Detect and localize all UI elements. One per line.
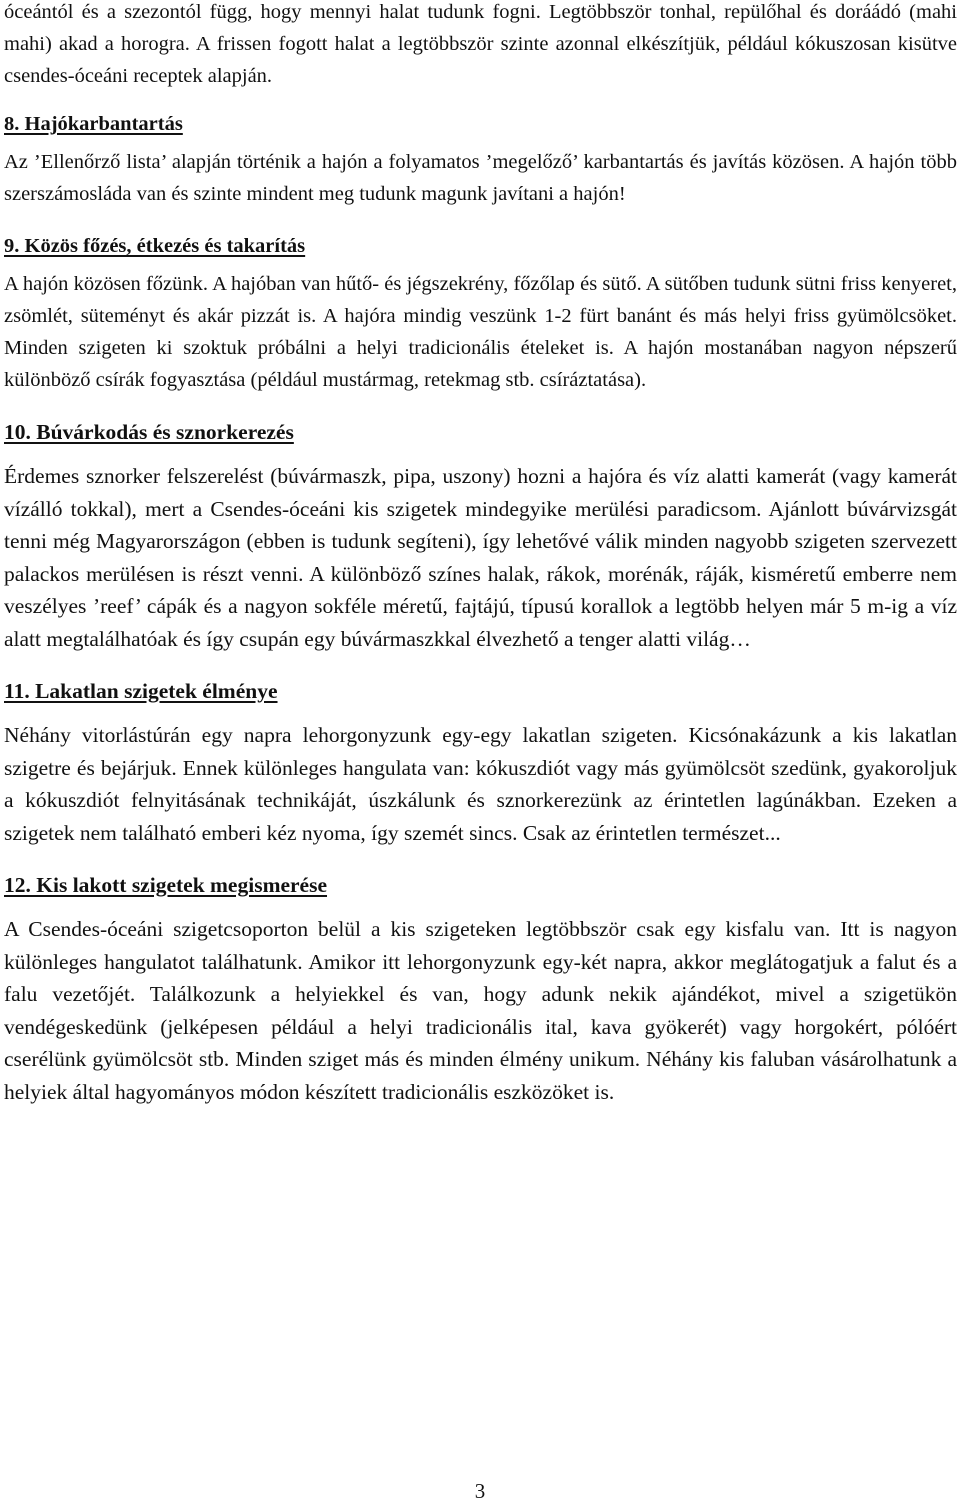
section-heading-12: 12. Kis lakott szigetek megismerése	[4, 873, 328, 897]
section-heading-8: 8. Hajókarbantartás	[4, 113, 183, 135]
section-body-8: Az ’Ellenőrző lista’ alapján történik a hajón a folyamatos ’megelőző’ karbantartás és javítás közösen. A hajón több szerszámosláda van és szinte mindent meg tudunk magunk javítani a hajón!	[4, 151, 957, 205]
intro-paragraph: óceántól és a szezontól függ, hogy mennyi halat tudunk fogni. Legtöbbször tonhal, repülőhal és doráádó (mahi mahi) akad a horogra. A frissen fogott halat a legtöbbször szinte azonnal elkészítjük, például kókuszosan kisütve csendes-óceáni receptek alapján.	[4, 1, 957, 87]
section-heading-11: 11. Lakatlan szigetek élménye	[4, 679, 278, 703]
page-number: 3	[474, 1479, 486, 1503]
section-heading-9: 9. Közös főzés, étkezés és takarítás	[4, 235, 306, 257]
section-heading-10: 10. Búvárkodás és sznorkerezés	[4, 420, 294, 444]
page-content	[4, 0, 957, 1108]
section-body-10: Érdemes sznorker felszerelést (búvármaszk, pipa, uszony) hozni a hajóra és víz alatti kamerát (vagy kamerát vízálló tokkal), mert a Csendes-óceáni kis szigetek mindegyike merülési paradicsom. Ajánlott búvárvizsgát tenni még Magyarországon (ebben is tudunk segíteni), így lehetővé válik minden nagyobb szigeten szervezett palackos merülésen is részt venni. A különböző színes halak, rákok, morénák, ráják, kisméretű emberre nem veszélyes ’reef’ cápák és a nagyon sokféle méretű, fajtájú, típusú korallok a legtöbb helyen már 5 m-ig a víz alatt megtalálhatóak és így csupán egy búvármaszkkal élvezhető a tenger alatti világ…	[4, 464, 957, 651]
section-body-9: A hajón közösen főzünk. A hajóban van hűtő- és jégszekrény, főzőlap és sütő. A sütőben tudunk sütni friss kenyeret, zsömlét, süteményt és akár pizzát is. A hajóra mindig veszünk 1-2 fürt banánt és más helyi friss gyümölcsöket. Minden szigeten ki szoktuk próbálni a helyi tradicionális ételeket is. A hajón mostanában nagyon népszerű különböző csírák fogyasztása (például mustármag, retekmag stb. csíráztatása).	[4, 273, 957, 391]
section-body-11: Néhány vitorlástúrán egy napra lehorgonyzunk egy-egy lakatlan szigeten. Kicsónakázunk a kis lakatlan szigetre és bejárjuk. Ennek különleges hangulata van: kókuszdiót vagy más gyümölcsöt szedünk, gyakoroljuk a kókuszdiót felnyitásának technikáját, úszkálunk és sznorkerezünk az érintetlen lagúnákban. Ezeken a szigetek nem található emberi kéz nyoma, így szemét sincs. Csak az érintetlen természet...	[4, 723, 957, 845]
section-body-12: A Csendes-óceáni szigetcsoporton belül a kis szigeteken legtöbbször csak egy kisfalu van. Itt is nagyon különleges hangulatot találhatunk. Amikor itt lehorgonyzunk egy-két napra, akkor meglátogatjuk a falut és a falu vezetőjét. Találkozunk a helyiekkel és van, hogy adunk nekik ajándékot, mivel a szigetükön vendégeskedünk (jelképesen például a helyi tradicionális ital, kava gyökerét) vagy horgokért, pólóért cserélünk gyümölcsöt stb. Minden sziget más és minden élmény unikum. Néhány kis faluban vásárolhatunk a helyiek által hagyományos módon készített tradicionális eszközöket is.	[4, 917, 957, 1104]
